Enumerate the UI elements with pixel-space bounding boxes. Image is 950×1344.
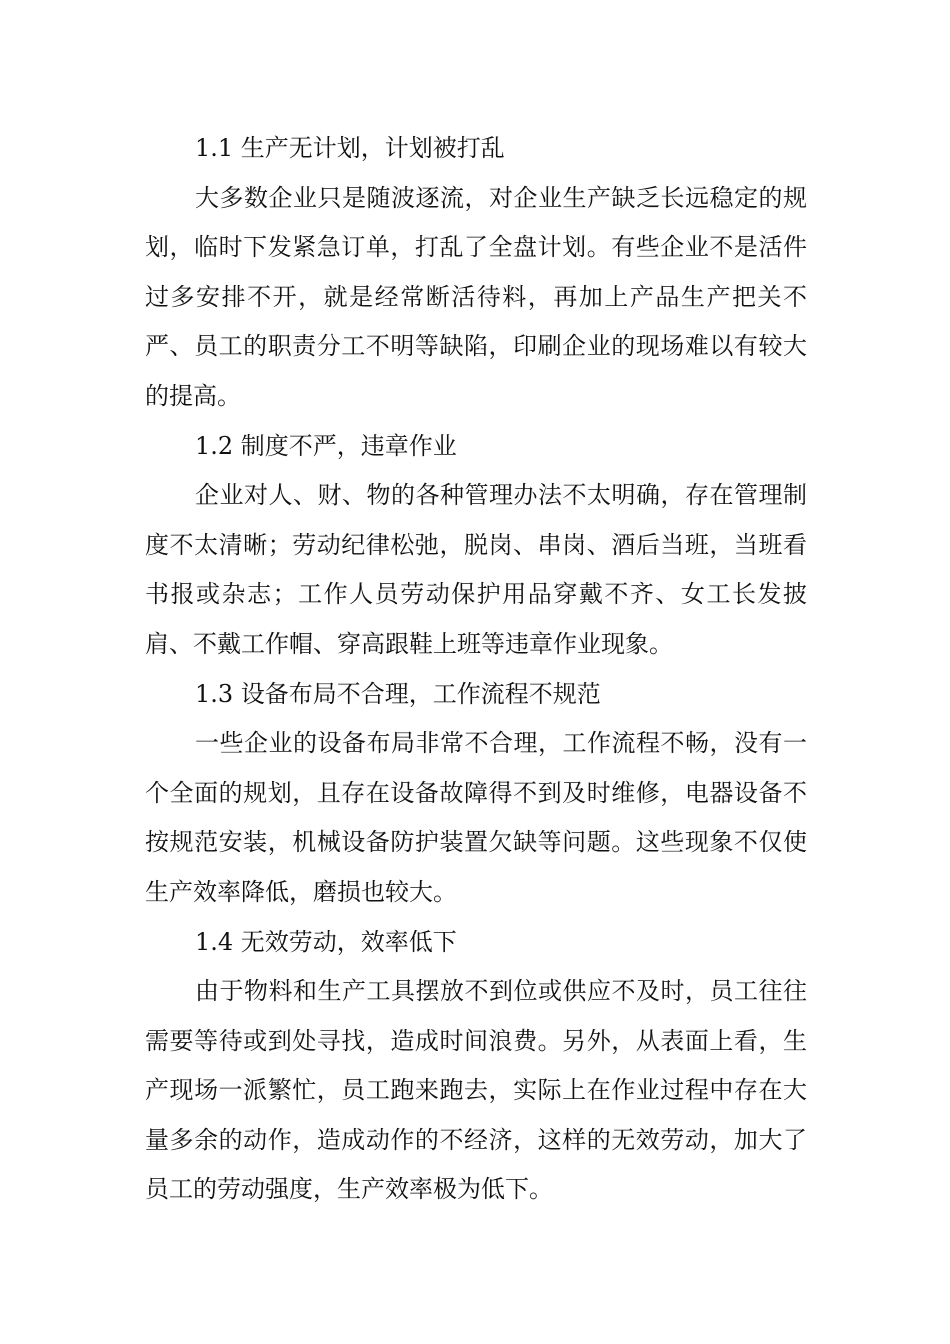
- section-heading-1-2: 1.2 制度不严，违章作业: [195, 431, 457, 460]
- section-paragraph-1-1: 大多数企业只是随波逐流，对企业生产缺乏长远稳定的规划，临时下发紧急订单，打乱了全盘计划。有些企业不是活件过多安排不开，就是经常断活待料，再加上产品生产把关不严、员工的职责分工不明等缺陷，印刷企业的现场难以有较大的提高。: [145, 183, 807, 410]
- section-heading-1-3: 1.3 设备布局不合理，工作流程不规范: [195, 679, 601, 708]
- section-heading-1-4: 1.4 无效劳动，效率低下: [195, 927, 457, 956]
- section-paragraph-1-2: 企业对人、财、物的各种管理办法不太明确，存在管理制度不太清晰；劳动纪律松弛，脱岗、串岗、酒后当班，当班看书报或杂志；工作人员劳动保护用品穿戴不齐、女工长发披肩、不戴工作帽、穿高跟鞋上班等违章作业现象。: [145, 481, 807, 658]
- document-page: [145, 124, 807, 1215]
- section-heading-1-1: 1.1 生产无计划，计划被打乱: [195, 134, 505, 162]
- section-paragraph-1-3: 一些企业的设备布局非常不合理，工作流程不畅，没有一个全面的规划，且存在设备故障得不到及时维修，电器设备不按规范安装，机械设备防护装置欠缺等问题。这些现象不仅使生产效率降低，磨损也较大。: [145, 729, 807, 906]
- section-paragraph-1-4: 由于物料和生产工具摆放不到位或供应不及时，员工往往需要等待或到处寻找，造成时间浪费。另外，从表面上看，生产现场一派繁忙，员工跑来跑去，实际上在作业过程中存在大量多余的动作，造成动作的不经济，这样的无效劳动，加大了员工的劳动强度，生产效率极为低下。: [145, 977, 807, 1204]
